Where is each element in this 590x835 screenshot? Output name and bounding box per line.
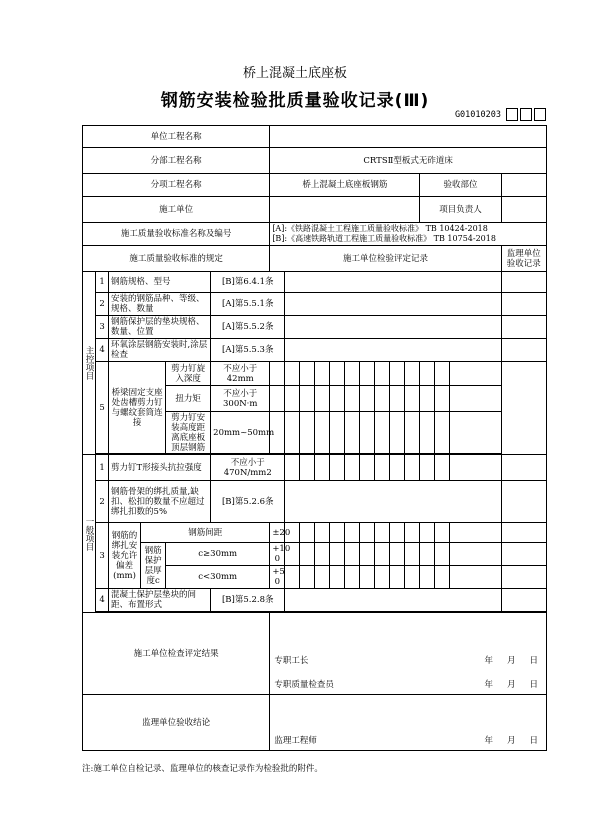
gen-item1-supervision[interactable]: [501, 455, 546, 481]
form-title: 钢筋安装检验批质量验收记录(Ⅲ): [160, 91, 430, 111]
gen-item2-name: 钢筋骨架的绑扎质量,缺扣、松扣的数量不应超过绑扎扣数的5%: [109, 481, 211, 523]
standard-label: 施工质量验收标准名称及编号: [83, 223, 270, 246]
supervision-result-field[interactable]: [270, 695, 547, 751]
mc-item5-supervision[interactable]: [449, 386, 501, 412]
gen-item4-supervision[interactable]: [501, 589, 546, 612]
mc-item-supervision[interactable]: [501, 293, 546, 316]
inspection-part-field[interactable]: [501, 174, 546, 197]
inspection-part-label: 验收部位: [420, 174, 501, 197]
gen-item3-spacing-name: 钢筋间距: [141, 523, 270, 543]
gen-item3-supervision[interactable]: [501, 566, 546, 589]
gen-item4-rule: [B]第5.2.8条: [211, 589, 285, 612]
gen-item4-record[interactable]: [285, 589, 501, 612]
mc-item-rule: [A]第5.5.2条: [211, 316, 285, 339]
gen-item2-rule: [B]第5.2.6条: [211, 481, 285, 523]
mc-item5-sub-rule: 20mm~50mm: [211, 412, 270, 454]
gen-item2-supervision[interactable]: [501, 481, 546, 523]
division-label: 分部工程名称: [83, 148, 270, 174]
mc-item-no: 3: [96, 316, 109, 339]
gen-item3-cover-a-rule: +10 0: [270, 543, 285, 566]
general-label: 一般项目: [83, 455, 96, 613]
gen-item4-name: 混凝土保护层垫块的间距、布置形式: [109, 589, 211, 612]
mc-item5-sub-name: 扭力矩: [166, 386, 211, 412]
gen-item4-no: 4: [96, 589, 109, 612]
column-header-spec: 施工质量验收标准的规定: [83, 246, 270, 272]
gen-item3-cover-name: 钢筋保护层厚度c: [141, 543, 166, 589]
column-header-supervision: 监理单位验收记录: [501, 246, 546, 272]
mc-item5-supervision[interactable]: [449, 412, 501, 454]
gen-item1-name: 剪力钉T形接头抗拉强度: [109, 455, 211, 481]
gen-item3-supervision[interactable]: [501, 543, 546, 566]
subdivision-label: 分项工程名称: [83, 174, 270, 197]
mc-item-supervision[interactable]: [501, 316, 546, 339]
project-manager-field[interactable]: [501, 197, 546, 223]
mc-item5-sub-name: 剪力钉安装高度距离底座板顶层钢筋: [166, 412, 211, 454]
mc-item-record[interactable]: [285, 316, 501, 339]
mc-item-name: 安装的钢筋品种、等级、规格、数量: [109, 293, 211, 316]
supervisor-label: 监理工程师: [274, 736, 317, 746]
mc-item-supervision[interactable]: [501, 339, 546, 362]
qc-worker-label: 专职工长: [274, 656, 309, 666]
mc-item-rule: [B]第6.4.1条: [211, 272, 285, 293]
gen-item3-no: 3: [96, 523, 109, 589]
gen-item2-record[interactable]: [285, 481, 501, 523]
supervision-result-label: 监理单位验收结论: [83, 695, 270, 751]
gen-item3-cover-a-cond: c≥30mm: [166, 543, 270, 566]
form-code-area: [455, 108, 546, 121]
mc-item-record[interactable]: [285, 339, 501, 362]
form-code: G01010203: [454, 109, 501, 120]
gen-item2-no: 2: [96, 481, 109, 523]
mc-item5-name: 桥梁固定支座处齿槽剪力钉与螺纹套筒连接: [109, 362, 166, 454]
gen-item3-supervision[interactable]: [501, 523, 546, 543]
mc-item5-sub-name: 剪力钉旋入深度: [166, 362, 211, 386]
construction-result-label: 施工单位检查评定结果: [83, 613, 270, 695]
mc-item-record[interactable]: [285, 272, 501, 293]
standard-b: [B]:《高速铁路轨道工程施工质量验收标准》 TB 10754-2018: [272, 234, 496, 243]
gen-item3-cover-b-rule: +5 0: [270, 566, 285, 589]
unit-project-field[interactable]: [270, 126, 547, 148]
inspection-table: [82, 125, 547, 751]
mc-item-rule: [A]第5.5.1条: [211, 293, 285, 316]
column-header-construction: 施工单位检验评定记录: [270, 246, 501, 272]
mc-item-no: 2: [96, 293, 109, 316]
code-box-1[interactable]: [506, 108, 518, 121]
mc-item5-sub-rule: 不应小于300N·m: [211, 386, 270, 412]
mc-item-name: 钢筋规格、型号: [109, 272, 211, 293]
mc-item-record[interactable]: [285, 293, 501, 316]
mc-item-no: 1: [96, 272, 109, 293]
footnote: 注:施工单位自检记录、监理单位的核查记录作为检验批的附件。: [82, 764, 323, 774]
gen-item1-rule: 不应小于470N/mm2: [211, 455, 285, 481]
subdivision-value[interactable]: 桥上混凝土底座板钢筋: [270, 174, 420, 197]
mc-item5-no: 5: [96, 362, 109, 454]
gen-item1-no: 1: [96, 455, 109, 481]
mc-item-no: 4: [96, 339, 109, 362]
mc-item-name: 环氧涂层钢筋安装时,涂层检查: [109, 339, 211, 362]
gen-item3-name: 钢筋的绑扎安装允许偏差(mm): [109, 523, 141, 589]
gen-item3-cover-b-cond: c<30mm: [166, 566, 270, 589]
code-box-3[interactable]: [534, 108, 546, 121]
supervisor-date: 年 月 日: [484, 736, 538, 746]
standard-a: [A]:《铁路混凝土工程施工质量验收标准》 TB 10424-2018: [272, 224, 488, 233]
unit-project-label: 单位工程名称: [83, 126, 270, 148]
construction-unit-field[interactable]: [270, 197, 420, 223]
division-value[interactable]: CRTSⅡ型板式无砟道床: [270, 148, 547, 174]
qc-worker-date: 年 月 日: [484, 656, 538, 666]
code-box-2[interactable]: [520, 108, 532, 121]
qc-inspector-date: 年 月 日: [484, 680, 538, 690]
gen-item3-spacing-rule: ±20: [270, 523, 285, 543]
mc-item-supervision[interactable]: [501, 272, 546, 293]
form-subtitle: 桥上混凝土底座板: [242, 66, 347, 81]
construction-unit-label: 施工单位: [83, 197, 270, 223]
mc-item-name: 钢筋保护层的垫块规格、数量、位置: [109, 316, 211, 339]
main-control-label: 主控项目: [83, 272, 96, 455]
mc-item-rule: [A]第5.5.3条: [211, 339, 285, 362]
mc-item5-supervision[interactable]: [449, 362, 501, 386]
mc-item5-sub-rule: 不应小于42mm: [211, 362, 270, 386]
construction-result-field[interactable]: [270, 613, 547, 695]
project-manager-label: 项目负责人: [420, 197, 501, 223]
qc-inspector-label: 专职质量检查员: [274, 680, 334, 690]
standard-names: [270, 223, 547, 246]
